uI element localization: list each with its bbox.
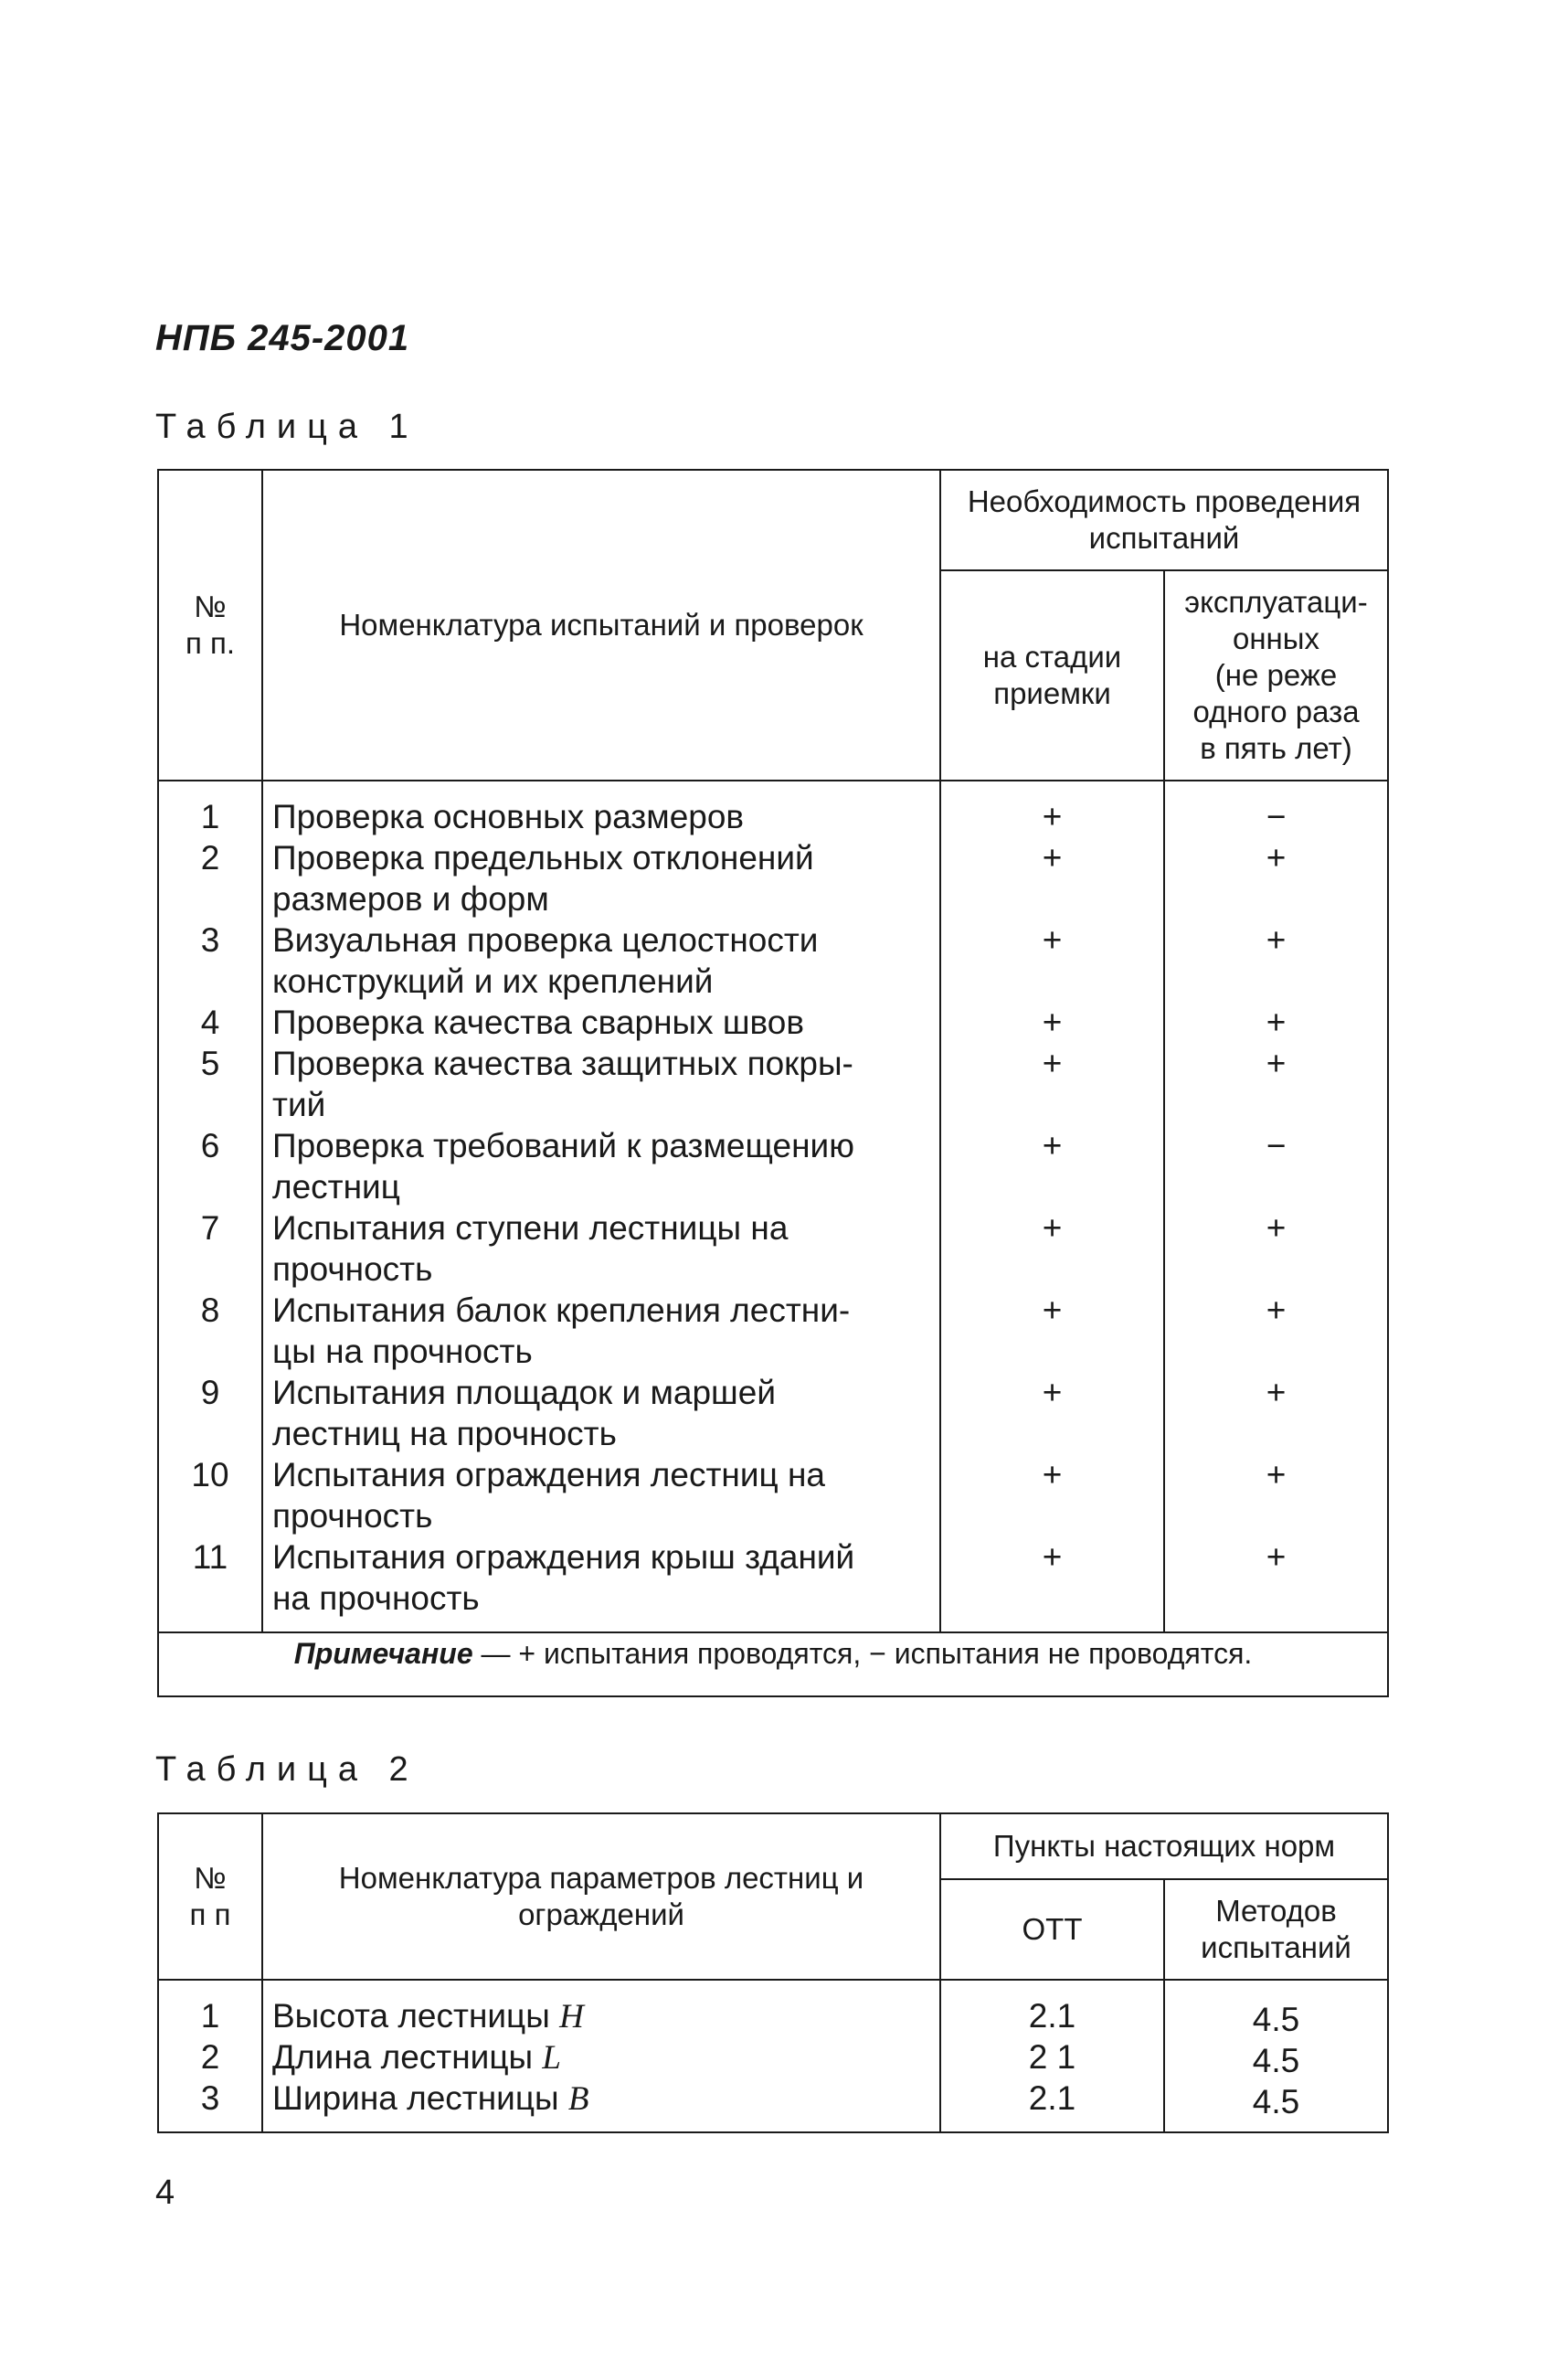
- methods-point: 4.5: [1252, 2042, 1300, 2079]
- table2-body-row: [158, 1980, 1388, 2132]
- acceptance-mark: +: [1042, 1045, 1063, 1082]
- test-name-line: Визуальная проверка целостности: [272, 921, 819, 959]
- spacer: [941, 1084, 1163, 1125]
- test-name-line: прочность: [272, 1497, 433, 1535]
- spacer: [1165, 1084, 1387, 1125]
- spacer: [941, 1166, 1163, 1207]
- row-number: 1: [200, 1997, 220, 2035]
- test-name-line: Проверка качества сварных швов: [272, 1004, 805, 1041]
- spacer: [941, 1578, 1163, 1619]
- spacer: [159, 878, 261, 919]
- spacer: [941, 1413, 1163, 1454]
- tests-table: [157, 469, 1389, 1697]
- spacer: [941, 1619, 1163, 1631]
- table1-note: [158, 1632, 1388, 1696]
- operational-mark: +: [1266, 1004, 1287, 1041]
- parameter-symbol: B: [567, 2080, 589, 2118]
- table1-name-column: [262, 781, 940, 1632]
- spacer: [159, 1084, 261, 1125]
- operational-mark: +: [1266, 1291, 1287, 1329]
- spacer: [1165, 961, 1387, 1002]
- spacer: [159, 2119, 261, 2131]
- test-name-line: конструкций и их креплений: [272, 962, 714, 1000]
- spacer: [1165, 1619, 1387, 1631]
- table1-num-column: [158, 781, 262, 1632]
- ott-point: 2 1: [1028, 2038, 1076, 2076]
- acceptance-mark: +: [1042, 1209, 1063, 1247]
- test-name-line: цы на прочность: [272, 1333, 533, 1370]
- test-name-line: Испытания балок крепления лестни-: [272, 1291, 851, 1329]
- table2-header-num: № п п: [158, 1813, 262, 1980]
- spacer: [1165, 1578, 1387, 1619]
- page-number: 4: [155, 2173, 175, 2212]
- acceptance-mark: +: [1042, 1291, 1063, 1329]
- spacer: [159, 1331, 261, 1372]
- operational-mark: +: [1266, 1209, 1287, 1247]
- table1-header-oper-text: эксплуатаци- онных (не реже одного раза в пять лет): [1184, 585, 1368, 765]
- operational-mark: +: [1266, 1456, 1287, 1493]
- operational-mark: −: [1266, 1127, 1287, 1164]
- row-number: 5: [200, 1045, 220, 1082]
- test-name-line: Проверка основных размеров: [272, 798, 745, 835]
- spacer: [1165, 1495, 1387, 1536]
- test-name-line: Испытания площадок и маршей: [272, 1374, 776, 1411]
- test-name-line: лестниц: [272, 1168, 400, 1206]
- parameter-symbol: H: [559, 1998, 584, 2035]
- table2-ott-column: [940, 1980, 1164, 2132]
- acceptance-mark: +: [1042, 1127, 1063, 1164]
- spacer: [1165, 878, 1387, 919]
- table1-oper-column: [1164, 781, 1388, 1632]
- table1-header-num: № п п.: [158, 470, 262, 781]
- spacer: [1165, 1413, 1387, 1454]
- table2-name-column: [262, 1980, 940, 2132]
- row-number: 4: [200, 1004, 220, 1041]
- operational-mark: −: [1266, 798, 1287, 835]
- acceptance-mark: +: [1042, 921, 1063, 959]
- table1-caption: Таблица 1: [155, 408, 419, 446]
- operational-mark: +: [1266, 839, 1287, 877]
- note-label: Примечание: [293, 1637, 473, 1670]
- spacer: [941, 961, 1163, 1002]
- table1-accept-column: [940, 781, 1164, 1632]
- table1-body-row: [158, 781, 1388, 1632]
- acceptance-mark: +: [1042, 1538, 1063, 1576]
- table1-note-row: [158, 1632, 1388, 1696]
- methods-point: 4.5: [1252, 2083, 1300, 2120]
- table2-caption: Таблица 2: [155, 1750, 419, 1789]
- spacer: [263, 2119, 939, 2131]
- spacer: [159, 1166, 261, 1207]
- table1-header-row: [158, 470, 1388, 570]
- table1-header-name: Номенклатура испытаний и проверок: [262, 470, 940, 781]
- spacer: [263, 1619, 939, 1631]
- test-name-line: Проверка требований к размещению: [272, 1127, 854, 1164]
- spacer: [1165, 1249, 1387, 1290]
- spacer: [159, 1619, 261, 1631]
- table1-header-need: Необходимость проведения испытаний: [940, 470, 1388, 570]
- spacer: [941, 2119, 1163, 2131]
- row-number: 3: [200, 2079, 220, 2117]
- parameter-name: [263, 2078, 939, 2119]
- table1-header-accept: на стадии приемки: [940, 570, 1164, 781]
- operational-mark: +: [1266, 1538, 1287, 1576]
- parameter-name: [263, 2036, 939, 2078]
- spacer: [1165, 1331, 1387, 1372]
- row-number: 1: [200, 798, 220, 835]
- table2-header-points: Пункты настоящих норм: [940, 1813, 1388, 1879]
- note-text: — + испытания проводятся, − испытания не проводятся.: [472, 1637, 1253, 1670]
- table2-num-column: [158, 1980, 262, 2132]
- table2-header-methods: Методов испытаний: [1164, 1879, 1388, 1980]
- test-name-line: Испытания ограждения лестниц на: [272, 1456, 826, 1493]
- row-number: 7: [200, 1209, 220, 1247]
- parameters-table: [157, 1812, 1389, 2133]
- acceptance-mark: +: [1042, 1456, 1063, 1493]
- ott-point: 2.1: [1028, 2079, 1076, 2117]
- spacer: [1165, 1166, 1387, 1207]
- row-number: 10: [191, 1456, 229, 1493]
- spacer: [941, 1495, 1163, 1536]
- spacer: [159, 961, 261, 1002]
- spacer: [941, 1331, 1163, 1372]
- row-number: 6: [200, 1127, 220, 1164]
- parameter-label: Высота лестницы: [272, 1997, 560, 2035]
- parameter-symbol: L: [542, 2039, 561, 2077]
- spacer: [941, 1249, 1163, 1290]
- test-name-line: тий: [272, 1086, 326, 1123]
- spacer: [159, 1495, 261, 1536]
- test-name-line: лестниц на прочность: [272, 1415, 617, 1452]
- row-number: 9: [200, 1374, 220, 1411]
- acceptance-mark: +: [1042, 839, 1063, 877]
- spacer: [159, 1413, 261, 1454]
- parameter-name: [263, 1995, 939, 2036]
- table2-methods-column: [1164, 1980, 1388, 2132]
- table2-header-ott: ОТТ: [940, 1879, 1164, 1980]
- table1-header-oper: [1164, 570, 1388, 781]
- test-name-line: Испытания ступени лестницы на: [272, 1209, 789, 1247]
- operational-mark: +: [1266, 1374, 1287, 1411]
- ott-point: 2.1: [1028, 1997, 1076, 2035]
- row-number: 2: [200, 2038, 220, 2076]
- document-code: НПБ 245-2001: [155, 318, 410, 358]
- test-name-line: Проверка качества защитных покры-: [272, 1045, 853, 1082]
- operational-mark: +: [1266, 921, 1287, 959]
- table2-header-row: [158, 1813, 1388, 1879]
- test-name-line: Испытания ограждения крыш зданий: [272, 1538, 855, 1576]
- table2-header-name: Номенклатура параметров лестниц и ограждений: [262, 1813, 940, 1980]
- acceptance-mark: +: [1042, 798, 1063, 835]
- spacer: [159, 1249, 261, 1290]
- spacer: [941, 878, 1163, 919]
- test-name-line: прочность: [272, 1250, 433, 1288]
- row-number: 8: [200, 1291, 220, 1329]
- row-number: 11: [192, 1538, 228, 1576]
- operational-mark: +: [1266, 1045, 1287, 1082]
- acceptance-mark: +: [1042, 1004, 1063, 1041]
- parameter-label: Ширина лестницы: [272, 2079, 568, 2117]
- methods-point: 4.5: [1252, 2001, 1300, 2038]
- test-name-line: Проверка предельных отклонений: [272, 839, 814, 877]
- row-number: 3: [200, 921, 220, 959]
- row-number: 2: [200, 839, 220, 877]
- spacer: [159, 1578, 261, 1619]
- test-name-line: размеров и форм: [272, 880, 549, 918]
- test-name-line: на прочность: [272, 1579, 480, 1617]
- acceptance-mark: +: [1042, 1374, 1063, 1411]
- parameter-label: Длина лестницы: [272, 2038, 543, 2076]
